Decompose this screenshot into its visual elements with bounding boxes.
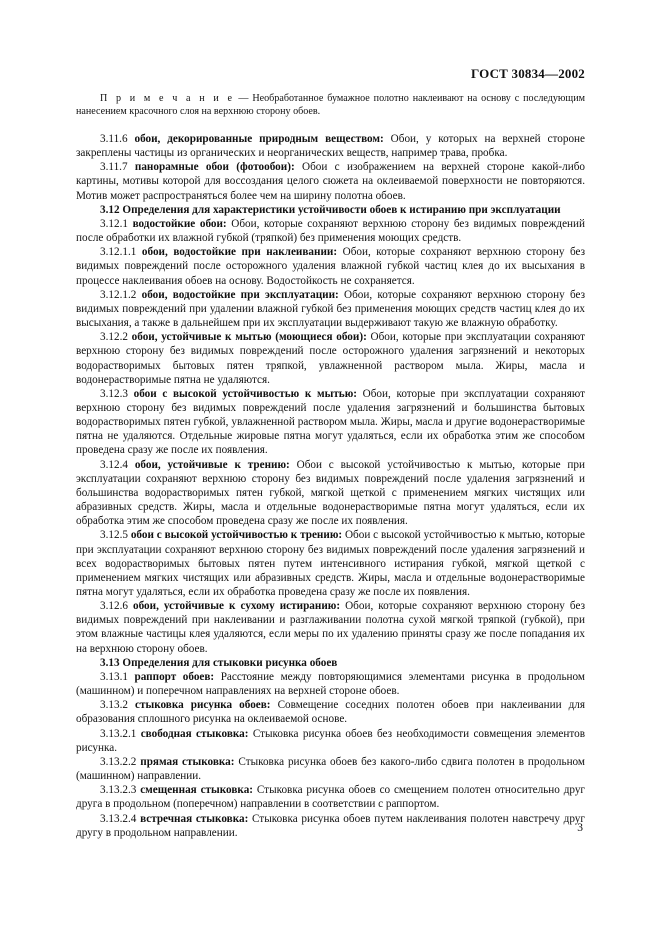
clause-number: 3.13.2.1 <box>100 727 141 740</box>
definition-text: Стыковка рисунка обоев путем наклеивания полотен навстречу друг другу в продольном направлении. <box>76 812 585 839</box>
definition-paragraph <box>76 217 585 245</box>
defined-term: обои, водостойкие при наклеивании: <box>141 246 338 259</box>
section-title: 3.12 Определения для характеристики устойчивости обоев к истиранию при эксплуатации <box>100 203 561 216</box>
definitions-list <box>76 132 585 840</box>
page-number: 3 <box>577 822 583 834</box>
section-heading <box>76 203 585 217</box>
clause-number: 3.13.2.4 <box>100 812 141 825</box>
defined-term: водостойкие обои: <box>132 217 227 230</box>
definition-paragraph <box>76 330 585 387</box>
defined-term: прямая стыковка: <box>140 755 235 768</box>
definition-paragraph <box>76 599 585 656</box>
note-text: — Необработанное бумажное полотно наклеивают на основу с последующим нанесением красочного слоя на верхнюю сторону обоев. <box>76 93 585 117</box>
defined-term: обои, устойчивые к сухому истиранию: <box>133 600 341 613</box>
definition-paragraph <box>76 387 585 458</box>
definition-text: Обои, которые сохраняют верхнюю сторону без видимых повреждений после осторожного удаления влажной губкой частиц клея до их высыхания в процессе наклеивания обоев на основу. Водостойкость не сохраняется. <box>76 246 586 287</box>
definition-paragraph <box>76 783 585 811</box>
defined-term: обои с высокой устойчивостью к мытью: <box>133 387 357 400</box>
definition-paragraph <box>76 528 585 599</box>
definition-text: Стыковка рисунка обоев без какого-либо сдвига полотен в продольном (машинном) направлении. <box>76 755 586 783</box>
definition-paragraph <box>76 812 585 840</box>
clause-number: 3.12.1.1 <box>100 246 142 259</box>
note-paragraph <box>76 92 585 118</box>
defined-term: смещенная стыковка: <box>140 784 254 797</box>
definition-text: Расстояние между повторяющимися элементами рисунка в продольном (машинном) и поперечном направлениях на верхней стороне обоев. <box>76 670 585 698</box>
definition-paragraph <box>76 670 585 698</box>
clause-number: 3.12.6 <box>100 600 133 613</box>
defined-term: стыковка рисунка обоев: <box>135 699 271 712</box>
definition-text: Обои с изображением на верхней стороне какой-либо картины, мотивы которой для воссоздания целого сюжета на оклеиваемой поверхности не повторяются. Мотив может распространяться более чем на ширину полотна обоев. <box>76 161 585 202</box>
clause-number: 3.12.5 <box>100 529 131 542</box>
clause-number: 3.11.6 <box>100 133 135 145</box>
defined-term: обои, устойчивые к мытью (моющиеся обои): <box>131 331 367 344</box>
definition-text: Обои, которые сохраняют верхнюю сторону без видимых повреждений при удалении влажной губкой без применения моющих средств частиц клея до их высыхания, а также в дальнейшем при их эксплуатации выдерживают такую же влажную обработку. <box>76 288 586 330</box>
clause-number: 3.11.7 <box>100 161 135 174</box>
document-code-header: ГОСТ 30834—2002 <box>470 66 585 81</box>
definition-text: Обои, у которых на верхней стороне закреплены частицы из органических и неорганических веществ, например трава, пробка. <box>76 133 585 160</box>
definition-text: Обои, которые при эксплуатации сохраняют верхнюю сторону без видимых повреждений после удаления загрязнений и большинства бытовых водорастворимых пятен губкой, увлажненной раствором мыла. Жиры, масла и другие водонерастворимые пятна не удаляются. Отдельные жировые пятна могут удаляться, если их обработка этим же способом проведена сразу же после их появления. <box>76 387 585 457</box>
definition-paragraph <box>76 160 585 202</box>
definition-text: Обои, которые сохраняют верхнюю сторону без видимых повреждений после обработки их влажной губкой (тряпкой) без применения моющих средств. <box>76 217 585 245</box>
note-label: П р и м е ч а н и е <box>100 93 235 104</box>
defined-term: встречная стыковка: <box>140 812 249 825</box>
defined-term: обои, водостойкие при эксплуатации: <box>141 288 339 301</box>
clause-number: 3.12.2 <box>100 331 132 344</box>
definition-paragraph <box>76 288 585 330</box>
section-heading <box>76 656 585 670</box>
defined-term: обои с высокой устойчивостью к трению: <box>130 529 343 542</box>
clause-number: 3.12.1.2 <box>100 288 142 301</box>
definition-text: Обои с высокой устойчивостью к мытью, которые при эксплуатации сохраняют верхнюю сторону без видимых повреждений после удаления загрязнений и всех водорастворимых бытовых пятен путем интенсивного истирания губкой, мягкой щеткой с применением мягких чистящих или абразивных средств. Жиры, масла и отдельные водонерастворимые пятна могут удаляться, если их обработка проведена сразу же после их появления. <box>76 529 586 598</box>
defined-term: обои, устойчивые к трению: <box>134 458 290 471</box>
definition-paragraph <box>76 458 585 529</box>
definition-paragraph <box>76 727 585 755</box>
definition-paragraph <box>76 132 585 160</box>
defined-term: панорамные обои (фотообои): <box>134 161 295 174</box>
section-title: 3.13 Определения для стыковки рисунка обоев <box>100 656 338 669</box>
definition-paragraph <box>76 245 585 287</box>
defined-term: раппорт обоев: <box>134 670 215 683</box>
clause-number: 3.12.3 <box>100 387 134 400</box>
definition-text: Обои, которые при эксплуатации сохраняют верхнюю сторону без видимых повреждений после осторожного удаления загрязнений и некоторых водорастворимых бытовых пятен тряпкой, увлажненной раствором мыла. Жиры, масла и водонерастворимые пятна не удаляются. <box>76 331 585 386</box>
defined-term: обои, декорированные природным веществом: <box>134 133 384 145</box>
clause-number: 3.13.2 <box>100 699 135 712</box>
document-body <box>76 92 585 840</box>
clause-number: 3.13.1 <box>100 670 135 683</box>
definition-text: Стыковка рисунка обоев без необходимости совмещения элементов рисунка. <box>76 727 585 754</box>
definition-text: Совмещение соседних полотен обоев при наклеивании для образования сплошного рисунка на оклеиваемой основе. <box>76 699 586 726</box>
definition-paragraph <box>76 755 585 783</box>
definition-text: Стыковка рисунка обоев со смещением полотен относительно друг друга в продольном (поперечном) направлении в соответствии с раппортом. <box>76 784 586 811</box>
definition-text: Обои, которые сохраняют верхнюю сторону без видимых повреждений при наклеивании и разглаживании полотна сухой мягкой тряпкой (губкой), при этом влажные частицы клея удаляются, если меры по их удалению приняты сразу же после попадания их на верхнюю сторону обоев. <box>76 600 585 655</box>
clause-number: 3.13.2.2 <box>100 755 141 768</box>
definition-paragraph <box>76 698 585 726</box>
defined-term: свободная стыковка: <box>140 727 249 740</box>
definition-text: Обои с высокой устойчивостью к мытью, которые при эксплуатации сохраняют верхнюю сторону без видимых повреждений после удаления загрязнений и большинства водорастворимых пятен губкой, мягкой щеткой с применением мягких чистящих или абразивных средств. Жиры, масла и отдельные водонерастворимые пятна могут удаляться, если их обработка этим же способом проведена сразу же после их появления. <box>76 458 585 528</box>
clause-number: 3.12.4 <box>100 458 135 471</box>
clause-number: 3.12.1 <box>100 217 133 230</box>
clause-number: 3.13.2.3 <box>100 784 141 797</box>
